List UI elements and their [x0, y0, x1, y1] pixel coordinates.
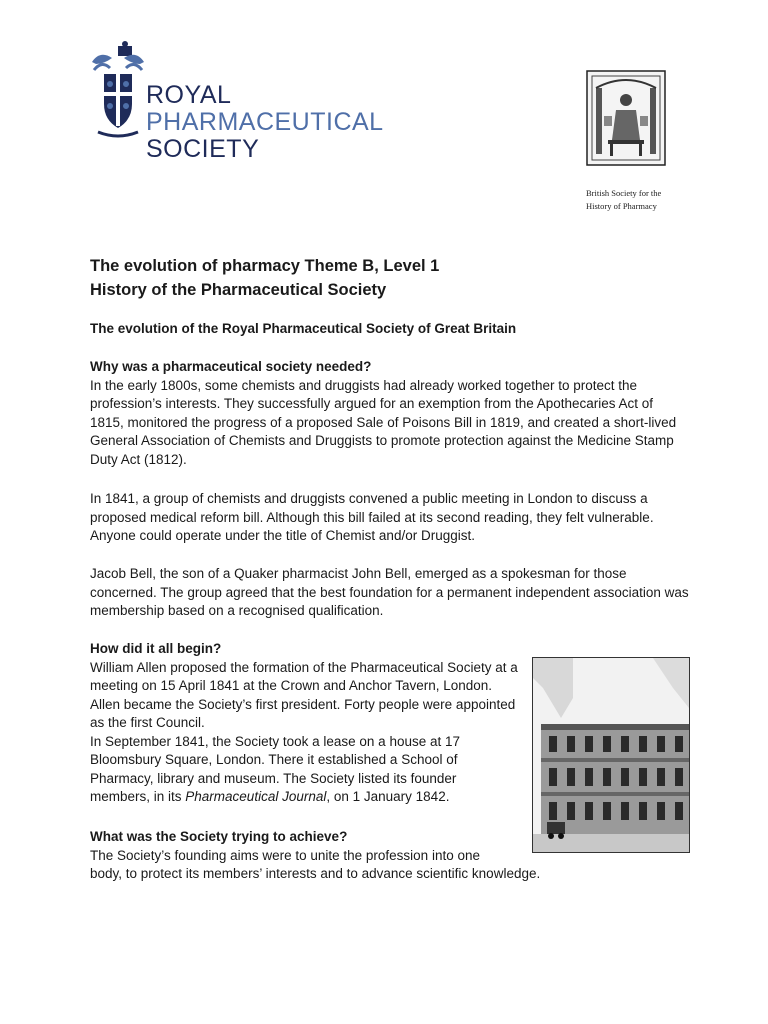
section-heading: What was the Society trying to achieve?: [90, 829, 348, 844]
logo-line-royal: ROYAL: [146, 81, 232, 109]
section-heading: Why was a pharmaceutical society needed?: [90, 359, 372, 374]
logo-line-society: SOCIETY: [146, 135, 260, 163]
section-society-aims: [90, 828, 710, 884]
bshp-emblem: [586, 70, 666, 166]
title-line1: The evolution of pharmacy Theme B, Level 1: [90, 257, 440, 275]
journal-title: Pharmaceutical Journal: [185, 789, 327, 804]
title-line2: History of the Pharmaceutical Society: [90, 281, 387, 299]
section-why-needed-p3: [90, 565, 690, 621]
paragraph-line: body, to protect its members’ interests and to advance scientific knowledge.: [90, 866, 541, 881]
paragraph: William Allen proposed the formation of the Pharmaceutical Society at a meeting on 15 April 1841 at the Crown and Anchor Tavern, London. Allen became the Society’s first president. Forty people were appointed as the first Council.: [90, 659, 518, 730]
logo-line-pharmaceutical: PHARMACEUTICAL: [146, 108, 384, 136]
section-why-needed-p2: [90, 490, 690, 546]
paragraph-text: , on 1 January 1842.: [326, 789, 450, 804]
document-subtitle: The evolution of the Royal Pharmaceutical Society of Great Britain: [90, 321, 517, 336]
section-how-begin: [90, 640, 520, 807]
woodcut-apothecary-icon: [586, 70, 666, 166]
paragraph: In 1841, a group of chemists and druggists convened a public meeting in London to discuss a proposed medical reform bill. Although this bill failed at its second reading, they felt vulnerable. Anyone could operate under the title of Chemist and/or Druggist.: [90, 491, 654, 543]
paragraph-text: In September 1841, the Society took a lease on a house at 17 Bloomsbury Square, London. There it established a School of Pharmacy, library and museum. The Society listed its founder members, in its: [90, 733, 461, 804]
building-photo-icon: [533, 658, 689, 852]
section-why-needed: [90, 358, 690, 469]
paragraph: [90, 733, 520, 807]
rps-logo-text: [146, 82, 384, 163]
document-title: [90, 254, 439, 302]
paragraph-line: The Society’s founding aims were to unite the profession into one: [90, 847, 480, 863]
bshp-caption: [586, 187, 696, 213]
paragraph: Jacob Bell, the son of a Quaker pharmacist John Bell, emerged as a spokesman for those concerned. The group agreed that the best foundation for a permanent independent association was membership based on a recognised qualification.: [90, 566, 689, 618]
section-heading: How did it all begin?: [90, 641, 222, 656]
rps-logo: [88, 40, 384, 170]
rps-crest-icon: [88, 40, 148, 140]
paragraph: In the early 1800s, some chemists and druggists had already worked together to protect the profession’s interests. They successfully argued for an exemption from the Apothecaries Act of 1815, monitored the progress of a proposed Sale of Poisons Bill in 1819, and created a short-lived General Association of Chemists and Druggists to promote protection against the Medicine Stamp Duty Act (1812).: [90, 377, 677, 467]
bloomsbury-square-photo: [532, 657, 690, 853]
bshp-caption-line1: British Society for the: [586, 188, 662, 198]
paragraph: [90, 847, 710, 884]
bshp-caption-line2: History of Pharmacy: [586, 201, 657, 211]
